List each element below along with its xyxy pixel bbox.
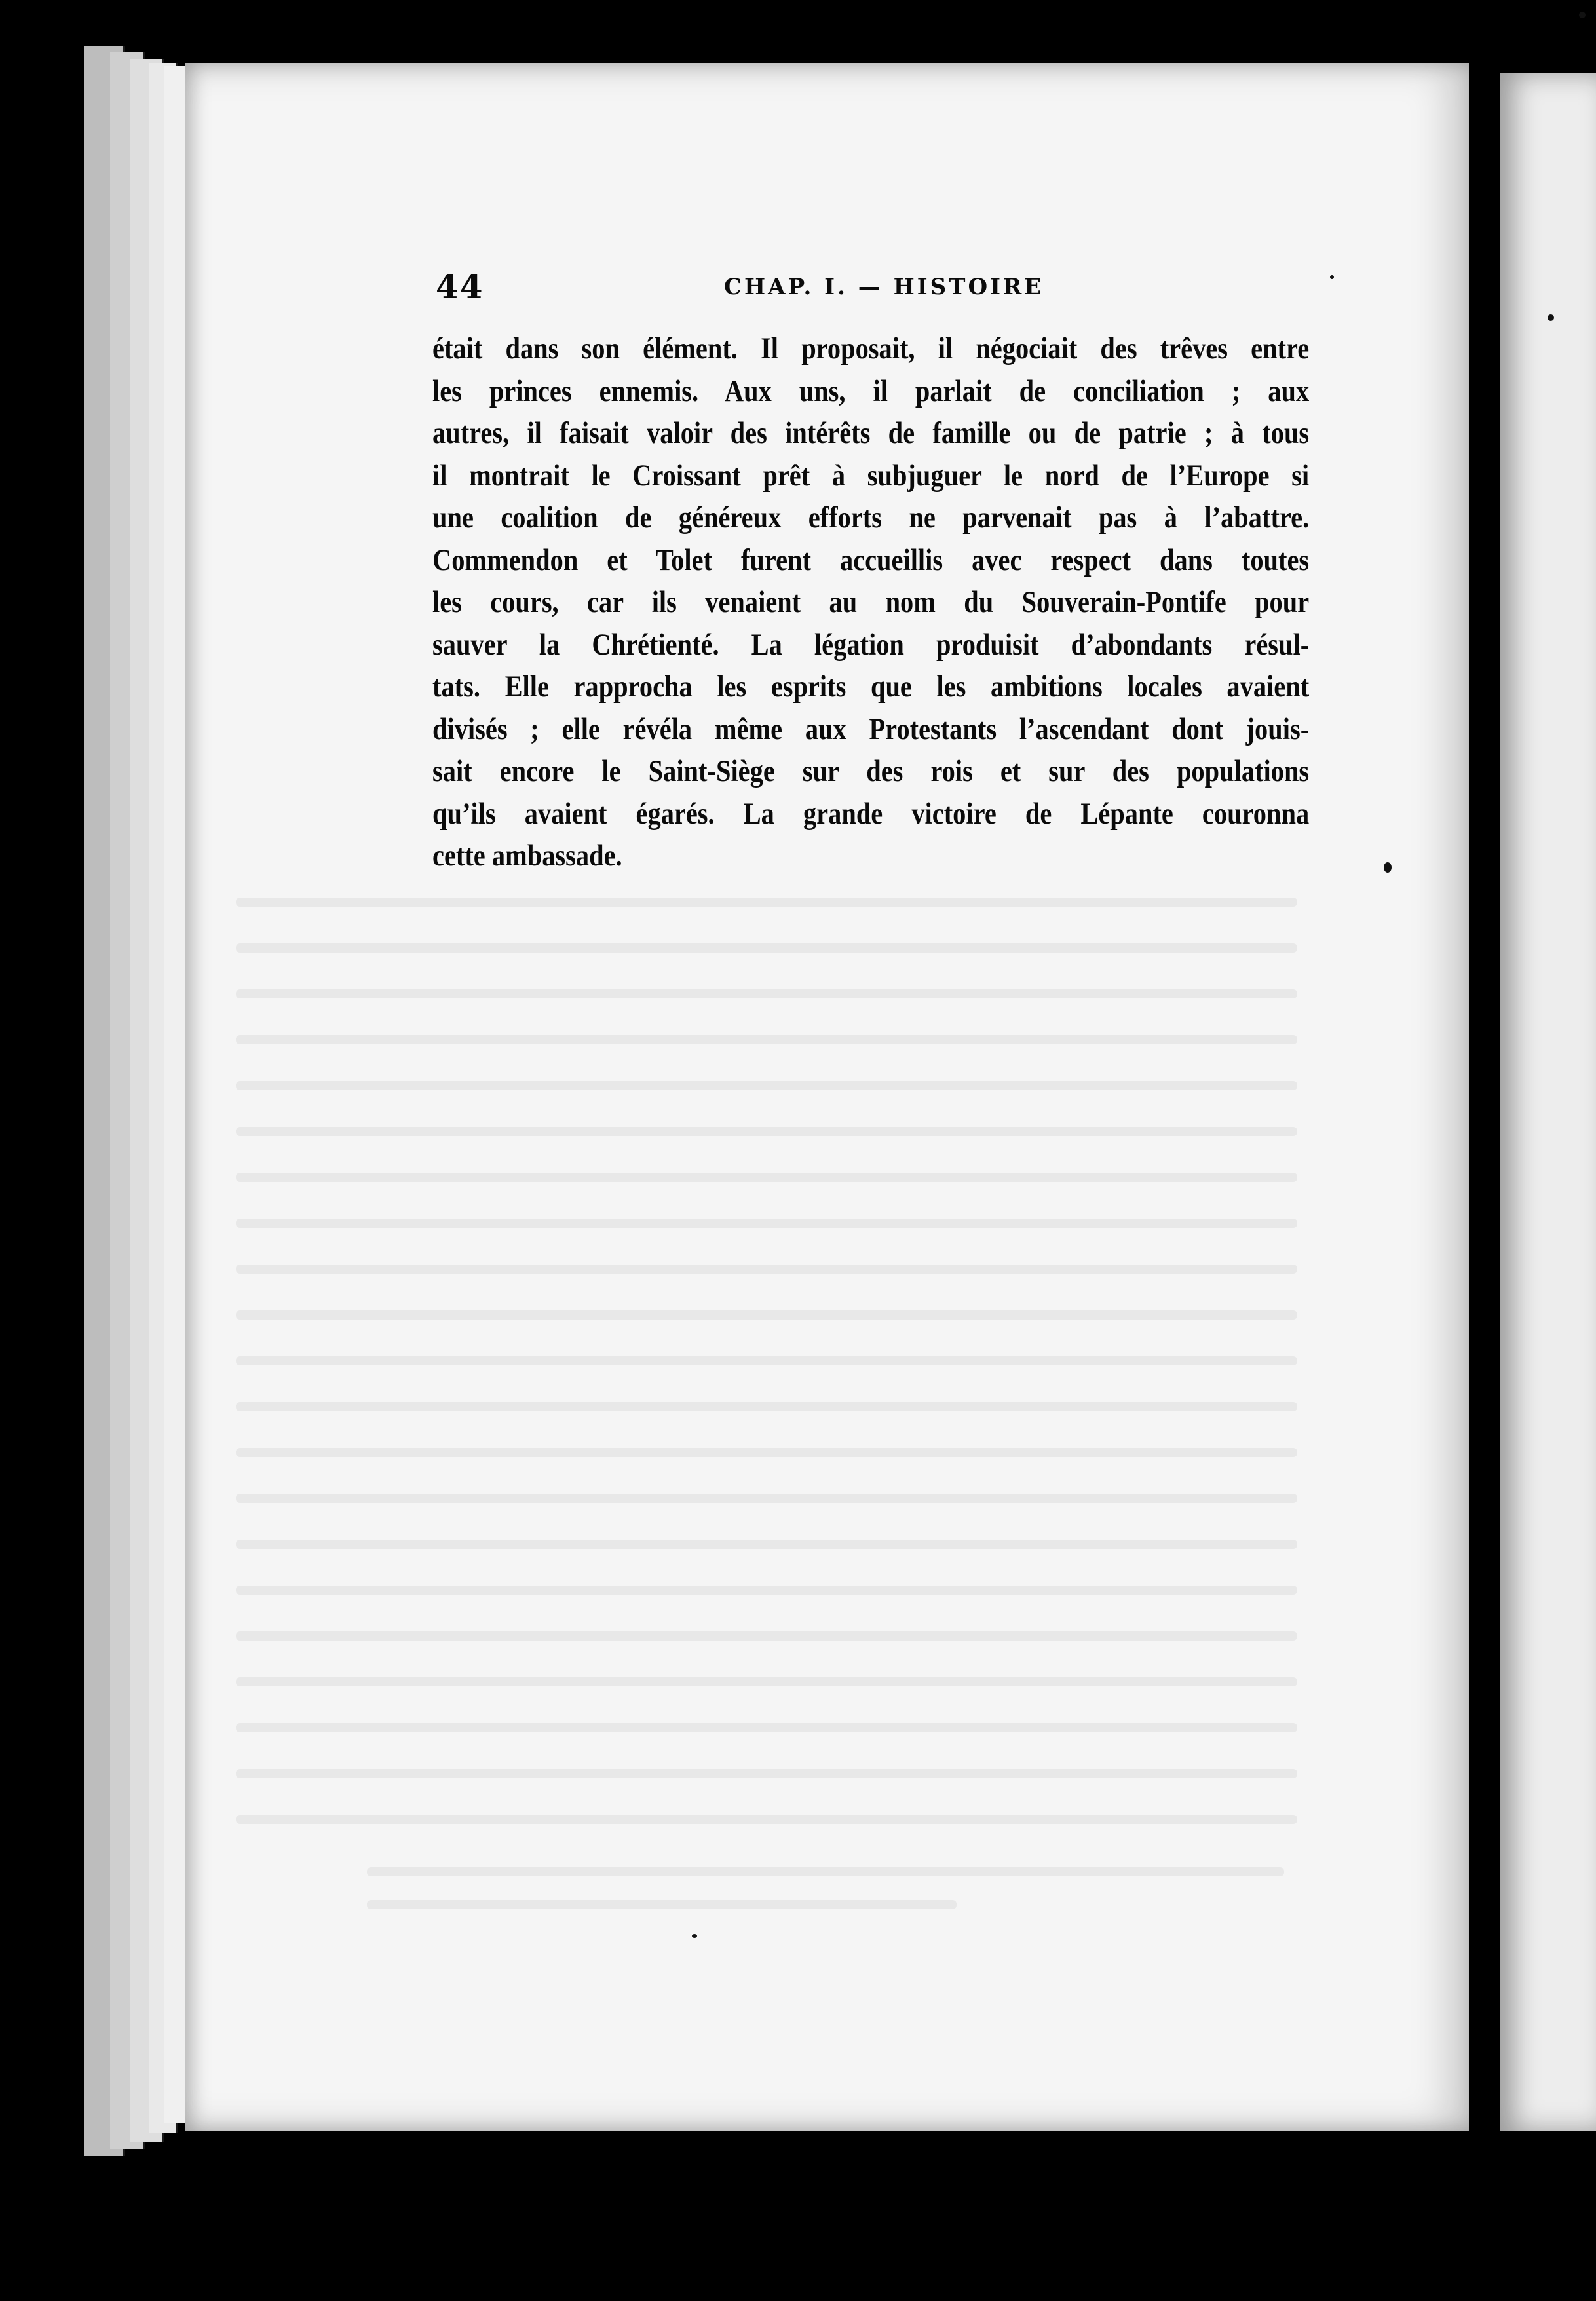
text-line: était dans son élément. Il proposait, il négociait des trêves entre — [432, 332, 1310, 366]
bleed-through-line — [236, 943, 1297, 953]
dust-speck — [1579, 12, 1586, 18]
bleed-through-line — [236, 1815, 1297, 1824]
bleed-through-line — [236, 1356, 1297, 1365]
bleed-through-line — [236, 1402, 1297, 1411]
dust-speck — [1384, 862, 1392, 873]
bleed-through-line — [236, 1265, 1297, 1274]
bleed-through-line — [236, 1127, 1297, 1136]
bleed-through-line — [236, 1219, 1297, 1228]
page-header — [436, 267, 1307, 309]
text-line: autres, il faisait valoir des intérêts de famille ou de patrie ; à tous — [432, 416, 1310, 450]
text-line: qu’ils avaient égarés. La grande victoire de Lépante couronna — [432, 796, 1310, 831]
bleed-through-line — [236, 1677, 1297, 1686]
bleed-through-line — [367, 1867, 1284, 1876]
running-head: CHAP. I. — HISTOIRE — [724, 274, 1044, 300]
body-paragraph — [432, 328, 1310, 877]
bleed-through-line — [236, 898, 1297, 907]
bleed-through-line — [236, 1081, 1297, 1090]
text-line: il montrait le Croissant prêt à subjuguer le nord de l’Europe si — [432, 458, 1310, 493]
text-line: sauver la Chrétienté. La légation produisit d’abondants résul- — [432, 627, 1310, 662]
dust-speck — [1330, 275, 1334, 279]
text-line: tats. Elle rapprocha les esprits que les ambitions locales avaient — [432, 670, 1310, 704]
text-line: les cours, car ils venaient au nom du Souverain-Pontife pour — [432, 585, 1310, 619]
bleed-through-line — [236, 1035, 1297, 1044]
bleed-through-line — [236, 1173, 1297, 1182]
text-line: divisés ; elle révéla même aux Protestants l’ascendant dont jouis- — [432, 712, 1310, 746]
text-line: une coalition de généreux efforts ne parvenait pas à l’abattre. — [432, 501, 1310, 535]
text-line: Commendon et Tolet furent accueillis avec respect dans toutes — [432, 542, 1310, 577]
bleed-through-line — [236, 1586, 1297, 1595]
bleed-through-line — [236, 1310, 1297, 1320]
bleed-through-line — [367, 1900, 957, 1909]
facing-page-edge — [1500, 73, 1596, 2131]
bleed-through-line — [236, 989, 1297, 998]
dust-speck — [692, 1934, 697, 1938]
text-line: cette ambassade. — [432, 839, 622, 873]
bleed-through-line — [236, 1769, 1297, 1778]
bleed-through-line — [236, 1448, 1297, 1457]
text-line: les princes ennemis. Aux uns, il parlait de conciliation ; aux — [432, 373, 1310, 408]
text-line: sait encore le Saint-Siège sur des rois et sur des populations — [432, 754, 1310, 788]
bleed-through-line — [236, 1723, 1297, 1732]
bleed-through-line — [236, 1631, 1297, 1641]
bleed-through-line — [236, 1494, 1297, 1503]
dust-speck — [1548, 314, 1554, 321]
bleed-through-line — [236, 1540, 1297, 1549]
page-number: 44 — [436, 267, 484, 306]
